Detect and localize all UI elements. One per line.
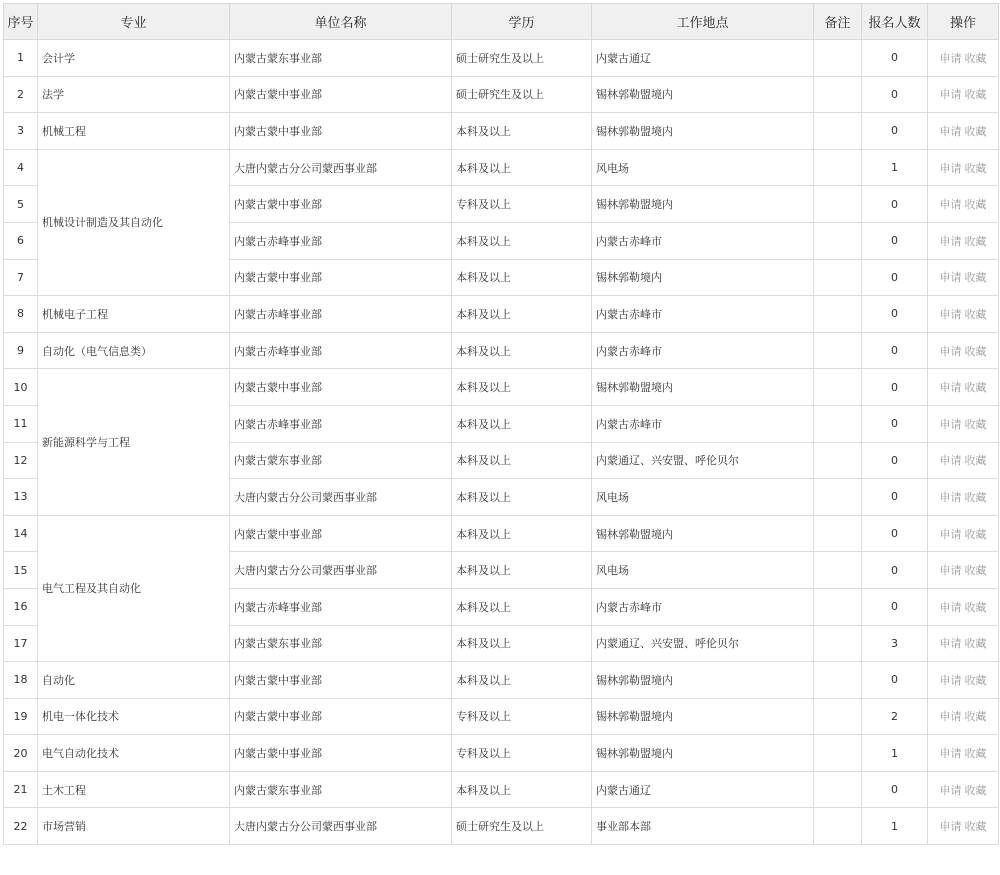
actions-cell — [928, 186, 999, 223]
applicant-count: 1 — [862, 808, 928, 845]
major-name: 电气工程及其自动化 — [38, 515, 230, 661]
applicant-count: 0 — [862, 296, 928, 333]
header-applicants: 报名人数 — [862, 4, 928, 40]
work-location: 风电场 — [592, 149, 814, 186]
remark-cell — [814, 808, 862, 845]
apply-link[interactable]: 申请 — [939, 307, 962, 321]
unit-name: 内蒙古蒙中事业部 — [230, 369, 452, 406]
unit-name: 内蒙古蒙中事业部 — [230, 186, 452, 223]
education-level: 专科及以上 — [452, 186, 592, 223]
work-location: 内蒙古赤峰市 — [592, 405, 814, 442]
actions-cell — [928, 588, 999, 625]
favorite-link[interactable]: 收藏 — [964, 490, 987, 504]
unit-name: 内蒙古蒙东事业部 — [230, 625, 452, 662]
remark-cell — [814, 442, 862, 479]
favorite-link[interactable]: 收藏 — [964, 783, 987, 797]
unit-name: 内蒙古蒙中事业部 — [230, 76, 452, 113]
work-location: 内蒙古赤峰市 — [592, 296, 814, 333]
row-index: 10 — [4, 369, 38, 406]
row-index: 19 — [4, 698, 38, 735]
apply-link[interactable]: 申请 — [939, 344, 962, 358]
remark-cell — [814, 698, 862, 735]
work-location: 锡林郭勒盟境内 — [592, 369, 814, 406]
work-location: 事业部本部 — [592, 808, 814, 845]
unit-name: 内蒙古赤峰事业部 — [230, 405, 452, 442]
apply-link[interactable]: 申请 — [939, 637, 962, 651]
work-location: 内蒙通辽、兴安盟、呼伦贝尔 — [592, 625, 814, 662]
education-level: 专科及以上 — [452, 735, 592, 772]
work-location: 内蒙古通辽 — [592, 40, 814, 77]
education-level: 本科及以上 — [452, 259, 592, 296]
major-name: 市场营销 — [38, 808, 230, 845]
table-row — [4, 149, 999, 186]
actions-cell — [928, 296, 999, 333]
work-location: 内蒙通辽、兴安盟、呼伦贝尔 — [592, 442, 814, 479]
unit-name: 内蒙古蒙东事业部 — [230, 442, 452, 479]
actions-cell — [928, 222, 999, 259]
unit-name: 内蒙古赤峰事业部 — [230, 588, 452, 625]
work-location: 锡林郭勒盟境内 — [592, 515, 814, 552]
row-index: 21 — [4, 771, 38, 808]
unit-name: 内蒙古蒙中事业部 — [230, 113, 452, 150]
education-level: 本科及以上 — [452, 332, 592, 369]
applicant-count: 0 — [862, 332, 928, 369]
applicant-count: 0 — [862, 442, 928, 479]
table-row — [4, 332, 999, 369]
remark-cell — [814, 405, 862, 442]
favorite-link[interactable]: 收藏 — [964, 710, 987, 724]
education-level: 本科及以上 — [452, 405, 592, 442]
work-location: 锡林郭勒盟境内 — [592, 186, 814, 223]
applicant-count: 0 — [862, 113, 928, 150]
apply-link[interactable]: 申请 — [939, 161, 962, 175]
major-name: 机械电子工程 — [38, 296, 230, 333]
header-major: 专业 — [38, 4, 230, 40]
applicant-count: 0 — [862, 552, 928, 589]
actions-cell — [928, 405, 999, 442]
actions-cell — [928, 149, 999, 186]
unit-name: 内蒙古赤峰事业部 — [230, 222, 452, 259]
table-row — [4, 40, 999, 77]
major-name: 法学 — [38, 76, 230, 113]
work-location: 锡林郭勒盟境内 — [592, 698, 814, 735]
apply-link[interactable]: 申请 — [939, 600, 962, 614]
major-name: 电气自动化技术 — [38, 735, 230, 772]
work-location: 锡林郭勒盟境内 — [592, 76, 814, 113]
table-header-row — [4, 4, 999, 40]
actions-cell — [928, 662, 999, 699]
unit-name: 大唐内蒙古分公司蒙西事业部 — [230, 479, 452, 516]
row-index: 18 — [4, 662, 38, 699]
work-location: 锡林郭勒境内 — [592, 259, 814, 296]
apply-link[interactable]: 申请 — [939, 783, 962, 797]
remark-cell — [814, 771, 862, 808]
favorite-link[interactable]: 收藏 — [964, 271, 987, 285]
row-index: 8 — [4, 296, 38, 333]
remark-cell — [814, 222, 862, 259]
row-index: 16 — [4, 588, 38, 625]
header-education: 学历 — [452, 4, 592, 40]
remark-cell — [814, 40, 862, 77]
row-index: 15 — [4, 552, 38, 589]
favorite-link[interactable]: 收藏 — [964, 124, 987, 138]
education-level: 本科及以上 — [452, 442, 592, 479]
actions-cell — [928, 479, 999, 516]
favorite-link[interactable]: 收藏 — [964, 234, 987, 248]
actions-cell — [928, 808, 999, 845]
remark-cell — [814, 76, 862, 113]
remark-cell — [814, 735, 862, 772]
actions-cell — [928, 40, 999, 77]
unit-name: 内蒙古蒙中事业部 — [230, 515, 452, 552]
applicant-count: 0 — [862, 40, 928, 77]
favorite-link[interactable]: 收藏 — [964, 161, 987, 175]
education-level: 本科及以上 — [452, 771, 592, 808]
favorite-link[interactable]: 收藏 — [964, 673, 987, 687]
applicant-count: 0 — [862, 479, 928, 516]
actions-cell — [928, 259, 999, 296]
row-index: 4 — [4, 149, 38, 186]
work-location: 内蒙古赤峰市 — [592, 588, 814, 625]
education-level: 本科及以上 — [452, 369, 592, 406]
remark-cell — [814, 149, 862, 186]
row-index: 13 — [4, 479, 38, 516]
actions-cell — [928, 332, 999, 369]
unit-name: 内蒙古蒙中事业部 — [230, 662, 452, 699]
apply-link[interactable]: 申请 — [939, 124, 962, 138]
apply-link[interactable]: 申请 — [939, 454, 962, 468]
favorite-link[interactable]: 收藏 — [964, 600, 987, 614]
apply-link[interactable]: 申请 — [939, 564, 962, 578]
applicant-count: 0 — [862, 515, 928, 552]
favorite-link[interactable]: 收藏 — [964, 820, 987, 834]
work-location: 锡林郭勒盟境内 — [592, 113, 814, 150]
row-index: 6 — [4, 222, 38, 259]
actions-cell — [928, 113, 999, 150]
favorite-link[interactable]: 收藏 — [964, 51, 987, 65]
major-name: 会计学 — [38, 40, 230, 77]
applicant-count: 3 — [862, 625, 928, 662]
apply-link[interactable]: 申请 — [939, 381, 962, 395]
row-index: 7 — [4, 259, 38, 296]
row-index: 11 — [4, 405, 38, 442]
row-index: 14 — [4, 515, 38, 552]
favorite-link[interactable]: 收藏 — [964, 307, 987, 321]
apply-link[interactable]: 申请 — [939, 271, 962, 285]
work-location: 锡林郭勒盟境内 — [592, 735, 814, 772]
table-row — [4, 735, 999, 772]
row-index: 2 — [4, 76, 38, 113]
remark-cell — [814, 662, 862, 699]
education-level: 硕士研究生及以上 — [452, 76, 592, 113]
table-row — [4, 296, 999, 333]
table-row — [4, 76, 999, 113]
major-name: 自动化 — [38, 662, 230, 699]
unit-name: 内蒙古赤峰事业部 — [230, 332, 452, 369]
applicant-count: 0 — [862, 771, 928, 808]
apply-link[interactable]: 申请 — [939, 673, 962, 687]
major-name: 机械设计制造及其自动化 — [38, 149, 230, 295]
work-location: 内蒙古赤峰市 — [592, 332, 814, 369]
unit-name: 大唐内蒙古分公司蒙西事业部 — [230, 808, 452, 845]
header-location: 工作地点 — [592, 4, 814, 40]
work-location: 内蒙古通辽 — [592, 771, 814, 808]
applicant-count: 1 — [862, 149, 928, 186]
major-name: 新能源科学与工程 — [38, 369, 230, 515]
applicant-count: 0 — [862, 186, 928, 223]
apply-link[interactable]: 申请 — [939, 234, 962, 248]
row-index: 1 — [4, 40, 38, 77]
header-unit: 单位名称 — [230, 4, 452, 40]
favorite-link[interactable]: 收藏 — [964, 747, 987, 761]
favorite-link[interactable]: 收藏 — [964, 637, 987, 651]
applicant-count: 0 — [862, 259, 928, 296]
table-row — [4, 698, 999, 735]
remark-cell — [814, 113, 862, 150]
apply-link[interactable]: 申请 — [939, 88, 962, 102]
work-location: 内蒙古赤峰市 — [592, 222, 814, 259]
unit-name: 内蒙古蒙东事业部 — [230, 40, 452, 77]
major-name: 机电一体化技术 — [38, 698, 230, 735]
applicant-count: 0 — [862, 369, 928, 406]
unit-name: 大唐内蒙古分公司蒙西事业部 — [230, 552, 452, 589]
education-level: 硕士研究生及以上 — [452, 40, 592, 77]
education-level: 本科及以上 — [452, 222, 592, 259]
remark-cell — [814, 625, 862, 662]
apply-link[interactable]: 申请 — [939, 747, 962, 761]
favorite-link[interactable]: 收藏 — [964, 564, 987, 578]
education-level: 专科及以上 — [452, 698, 592, 735]
favorite-link[interactable]: 收藏 — [964, 88, 987, 102]
remark-cell — [814, 332, 862, 369]
remark-cell — [814, 296, 862, 333]
remark-cell — [814, 186, 862, 223]
unit-name: 内蒙古蒙中事业部 — [230, 259, 452, 296]
education-level: 硕士研究生及以上 — [452, 808, 592, 845]
work-location: 风电场 — [592, 552, 814, 589]
education-level: 本科及以上 — [452, 552, 592, 589]
remark-cell — [814, 259, 862, 296]
favorite-link[interactable]: 收藏 — [964, 198, 987, 212]
apply-link[interactable]: 申请 — [939, 820, 962, 834]
major-name: 机械工程 — [38, 113, 230, 150]
major-name: 土木工程 — [38, 771, 230, 808]
work-location: 风电场 — [592, 479, 814, 516]
table-row — [4, 662, 999, 699]
education-level: 本科及以上 — [452, 479, 592, 516]
applicant-count: 0 — [862, 76, 928, 113]
apply-link[interactable]: 申请 — [939, 51, 962, 65]
actions-cell — [928, 552, 999, 589]
applicant-count: 0 — [862, 588, 928, 625]
remark-cell — [814, 369, 862, 406]
apply-link[interactable]: 申请 — [939, 710, 962, 724]
table-row — [4, 808, 999, 845]
header-remark: 备注 — [814, 4, 862, 40]
favorite-link[interactable]: 收藏 — [964, 381, 987, 395]
apply-link[interactable]: 申请 — [939, 417, 962, 431]
actions-cell — [928, 625, 999, 662]
applicant-count: 1 — [862, 735, 928, 772]
applicant-count: 0 — [862, 222, 928, 259]
actions-cell — [928, 369, 999, 406]
unit-name: 内蒙古蒙东事业部 — [230, 771, 452, 808]
job-listing-table — [3, 3, 999, 845]
table-row — [4, 515, 999, 552]
table-row — [4, 369, 999, 406]
major-name: 自动化（电气信息类） — [38, 332, 230, 369]
education-level: 本科及以上 — [452, 149, 592, 186]
apply-link[interactable]: 申请 — [939, 527, 962, 541]
remark-cell — [814, 515, 862, 552]
favorite-link[interactable]: 收藏 — [964, 454, 987, 468]
apply-link[interactable]: 申请 — [939, 490, 962, 504]
education-level: 本科及以上 — [452, 662, 592, 699]
education-level: 本科及以上 — [452, 515, 592, 552]
applicant-count: 0 — [862, 662, 928, 699]
actions-cell — [928, 735, 999, 772]
table-row — [4, 771, 999, 808]
actions-cell — [928, 771, 999, 808]
table-row — [4, 113, 999, 150]
applicant-count: 0 — [862, 405, 928, 442]
work-location: 锡林郭勒盟境内 — [592, 662, 814, 699]
row-index: 9 — [4, 332, 38, 369]
unit-name: 内蒙古蒙中事业部 — [230, 735, 452, 772]
unit-name: 内蒙古赤峰事业部 — [230, 296, 452, 333]
row-index: 20 — [4, 735, 38, 772]
remark-cell — [814, 552, 862, 589]
applicant-count: 2 — [862, 698, 928, 735]
education-level: 本科及以上 — [452, 113, 592, 150]
actions-cell — [928, 442, 999, 479]
actions-cell — [928, 76, 999, 113]
education-level: 本科及以上 — [452, 296, 592, 333]
table-body — [4, 40, 999, 845]
row-index: 12 — [4, 442, 38, 479]
row-index: 22 — [4, 808, 38, 845]
actions-cell — [928, 698, 999, 735]
remark-cell — [814, 588, 862, 625]
favorite-link[interactable]: 收藏 — [964, 417, 987, 431]
education-level: 本科及以上 — [452, 625, 592, 662]
header-index: 序号 — [4, 4, 38, 40]
row-index: 3 — [4, 113, 38, 150]
actions-cell — [928, 515, 999, 552]
unit-name: 大唐内蒙古分公司蒙西事业部 — [230, 149, 452, 186]
favorite-link[interactable]: 收藏 — [964, 527, 987, 541]
unit-name: 内蒙古蒙中事业部 — [230, 698, 452, 735]
row-index: 17 — [4, 625, 38, 662]
row-index: 5 — [4, 186, 38, 223]
favorite-link[interactable]: 收藏 — [964, 344, 987, 358]
remark-cell — [814, 479, 862, 516]
header-action: 操作 — [928, 4, 999, 40]
apply-link[interactable]: 申请 — [939, 198, 962, 212]
education-level: 本科及以上 — [452, 588, 592, 625]
